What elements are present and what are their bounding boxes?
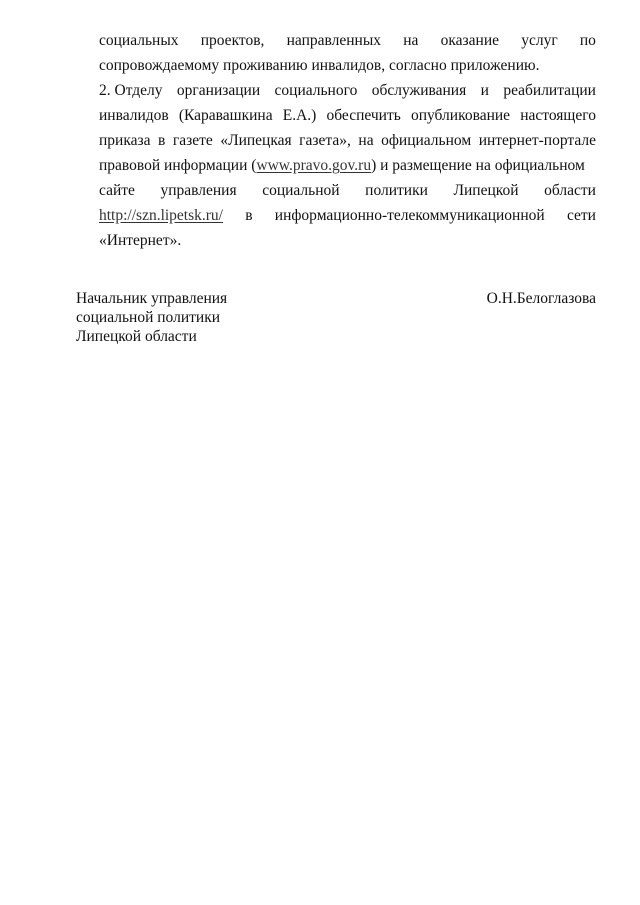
word: в <box>245 207 253 224</box>
word: опубликование <box>410 107 511 124</box>
szn-lipetsk-link[interactable]: http://szn.lipetsk.ru/ <box>99 207 223 224</box>
word: социальной <box>262 182 340 199</box>
signatory-title-line: Начальник управления <box>76 290 228 307</box>
word: (Каравашкина <box>178 107 273 124</box>
word: инвалидов <box>99 107 169 124</box>
item-number-and-word <box>99 78 163 103</box>
word: приказа <box>99 132 151 149</box>
signatory-title <box>76 289 227 346</box>
word: газете <box>172 132 213 149</box>
signatory-title-line: социальной политики <box>76 309 221 326</box>
word: Липецкой <box>453 182 519 199</box>
word: по <box>579 32 596 49</box>
word: Отделу <box>114 82 163 99</box>
p2-line-5 <box>99 178 596 203</box>
word: проектов, <box>200 32 265 49</box>
word: направленных <box>286 32 381 49</box>
text-segment: ) и размещение на официальном <box>371 157 585 174</box>
word: интернет-портале <box>478 132 596 149</box>
word: газета», <box>299 132 351 149</box>
p2-line-2 <box>99 103 596 128</box>
signatory-name: О.Н.Белоглазова <box>486 290 596 307</box>
word: политики <box>365 182 428 199</box>
word: информационно-телекоммуникационной <box>274 207 545 224</box>
word: Е.А.) <box>282 107 317 124</box>
pravo-gov-link[interactable]: www.pravo.gov.ru <box>256 157 372 174</box>
word: области <box>544 182 596 199</box>
word: обеспечить <box>326 107 401 124</box>
p1-line-2: сопровождаемому проживанию инвалидов, согласно приложению. <box>99 57 540 74</box>
word: на <box>358 132 374 149</box>
p2-line-7: «Интернет». <box>99 232 182 249</box>
document-body <box>99 28 596 253</box>
word: управления <box>160 182 237 199</box>
word: социальных <box>99 32 179 49</box>
word: в <box>158 132 166 149</box>
p2-line-3 <box>99 128 596 153</box>
word: социального <box>274 82 358 99</box>
word: сайте <box>99 182 135 199</box>
p1-line-1 <box>99 28 596 53</box>
word: обслуживания <box>371 82 467 99</box>
p2-line-1 <box>99 78 596 103</box>
word: официальном <box>381 132 472 149</box>
word: сети <box>566 207 596 224</box>
p2-line-6 <box>99 203 596 228</box>
item-number: 2. <box>99 82 111 99</box>
word: и <box>480 82 489 99</box>
text-segment: правовой информации ( <box>99 157 257 174</box>
word: реабилитации <box>503 82 596 99</box>
word: оказание <box>440 32 499 49</box>
word: организации <box>176 82 261 99</box>
word: настоящего <box>520 107 596 124</box>
word: на <box>403 32 419 49</box>
word: «Липецкая <box>220 132 292 149</box>
signatory-title-line: Липецкой области <box>76 328 197 345</box>
word: услуг <box>521 32 558 49</box>
p2-line-4 <box>99 153 596 178</box>
